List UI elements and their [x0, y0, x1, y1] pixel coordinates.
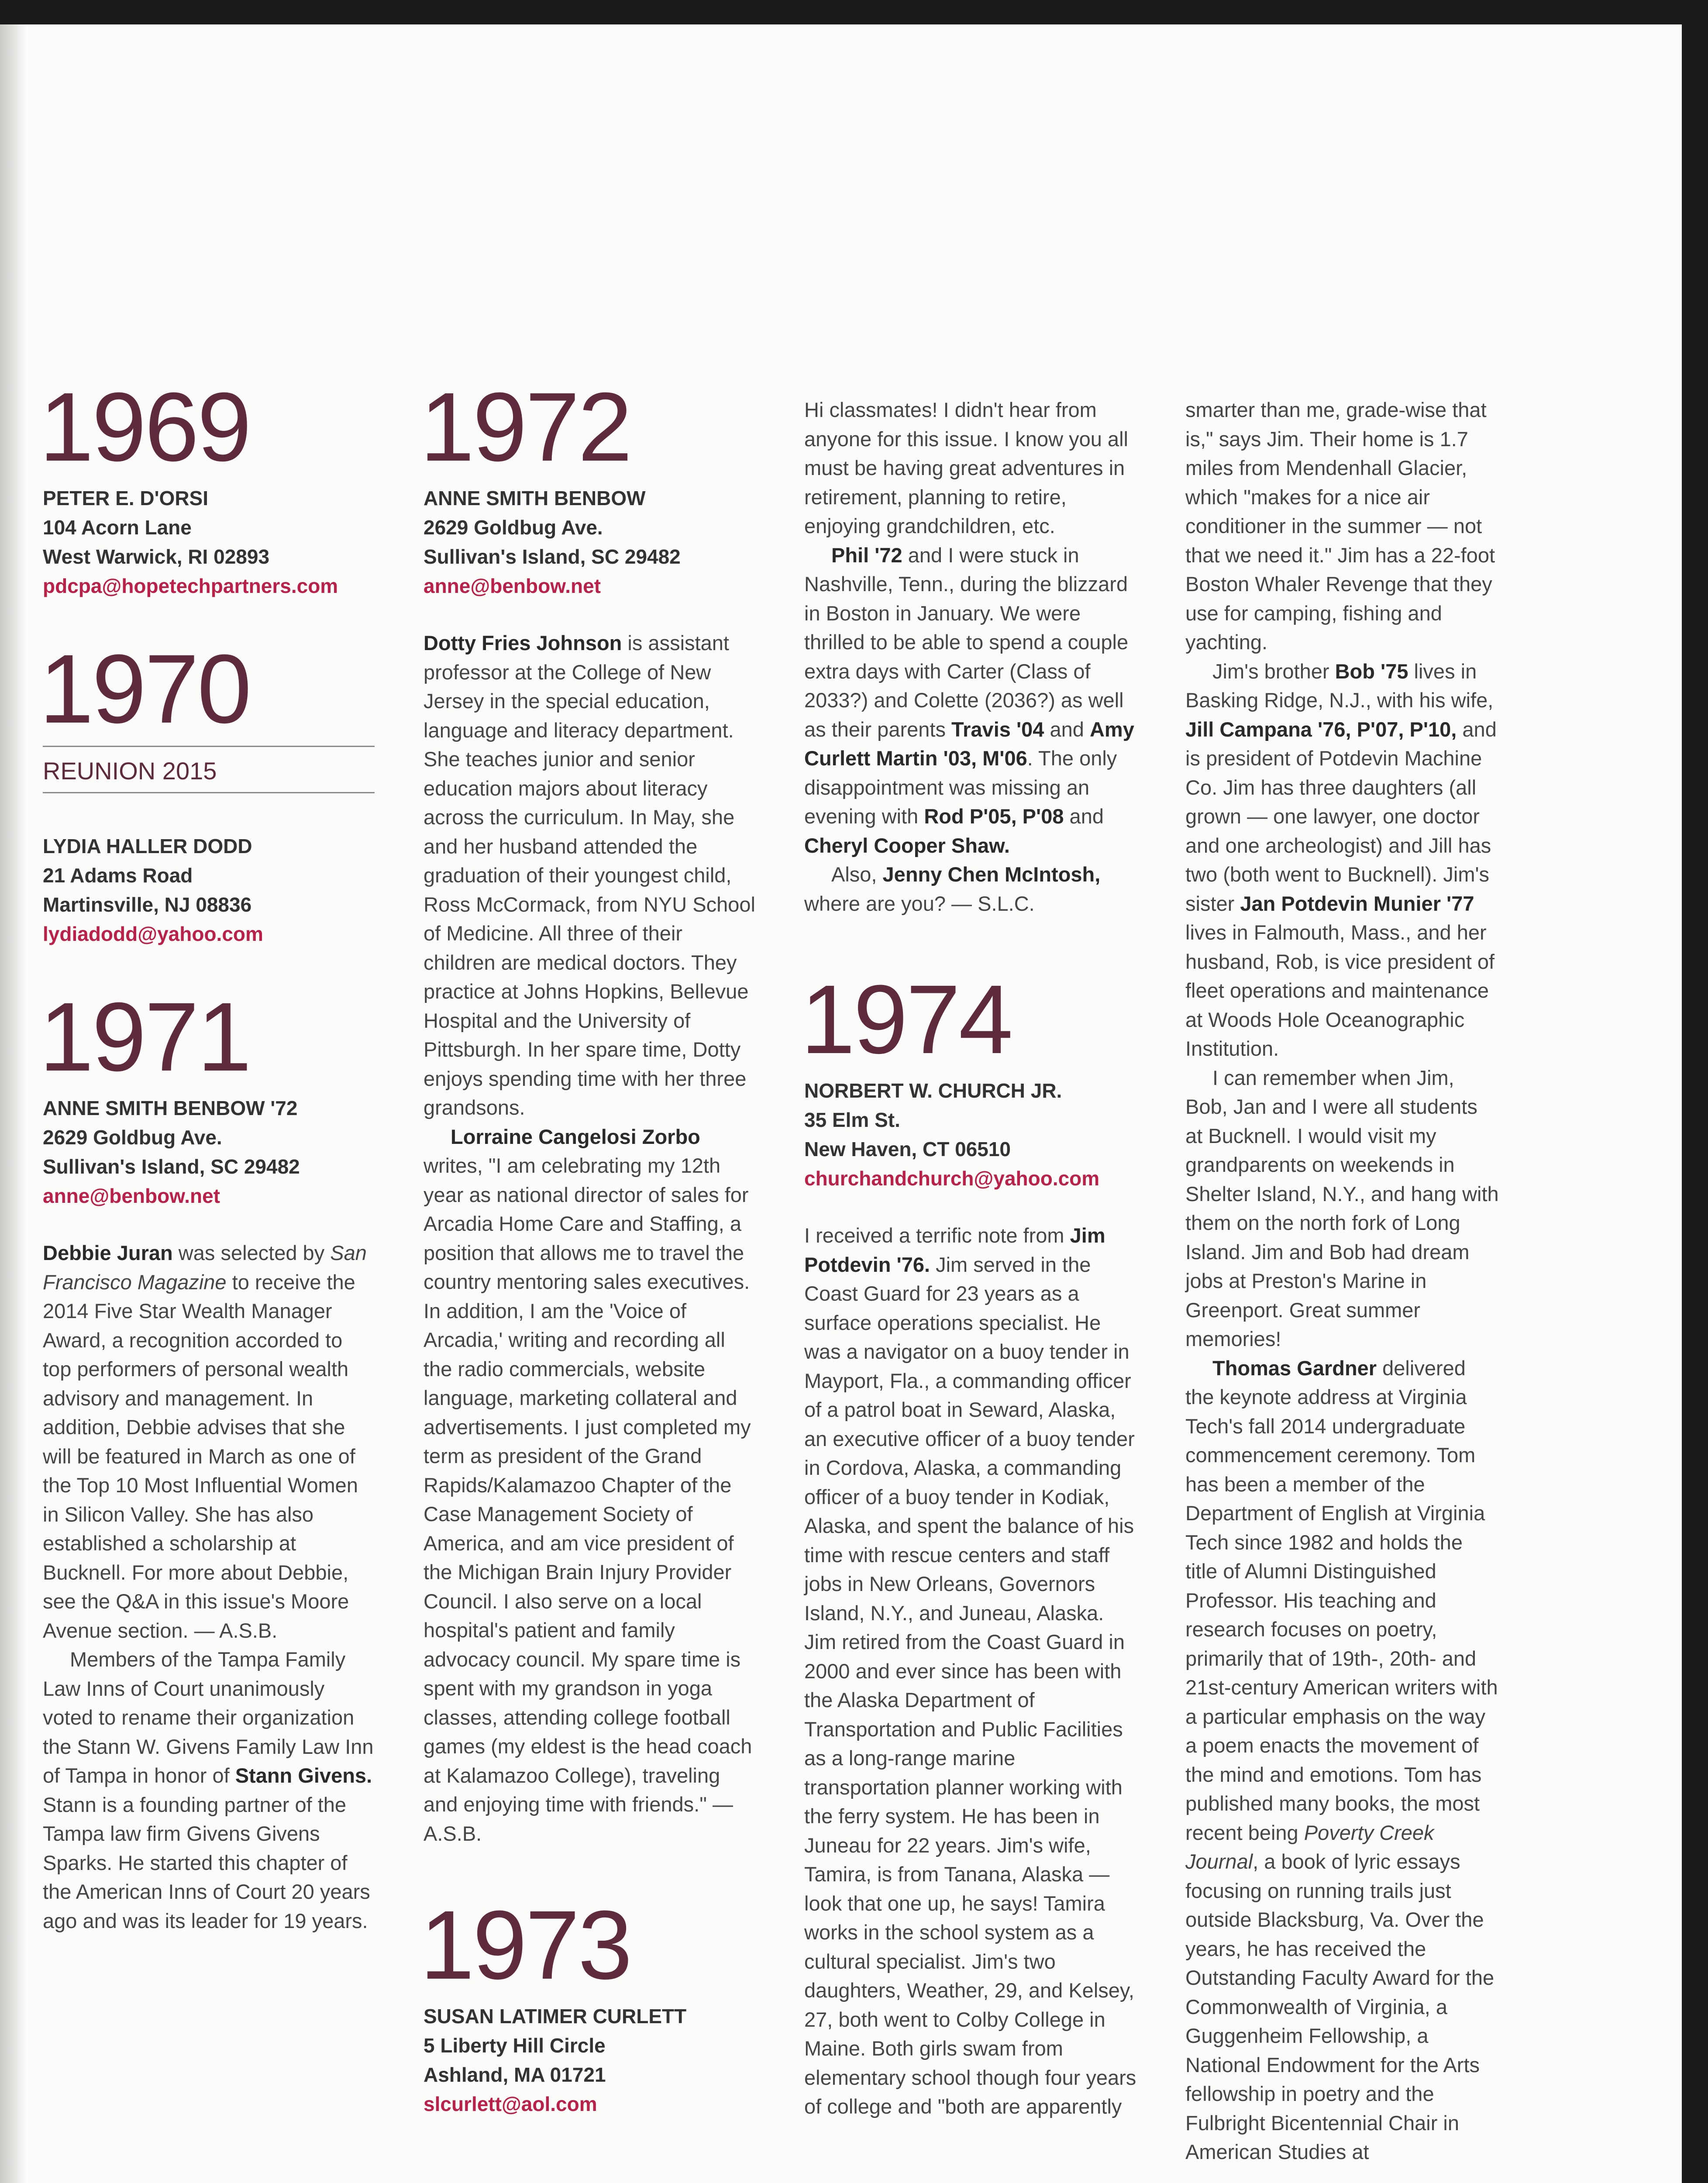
- class-notes-contact-1970: [43, 832, 375, 949]
- note-text: I can remember when Jim, Bob, Jan and I were all students at Bucknell. I would visit my grandparents on weekends in Shelter Island, N.Y., and hang with them on the north fork of Long Island. Jim and Bob had dream jobs at Preston's Marine in Greenport. Great summer memories!: [1185, 1066, 1499, 1350]
- note-text: where are you? — S.L.C.: [804, 892, 1035, 915]
- contact-city: Sullivan's Island, SC 29482: [424, 545, 681, 568]
- note-paragraph: [1185, 396, 1500, 657]
- contact-city: West Warwick, RI 02893: [43, 545, 270, 568]
- note-text: , a book of lyric essays focusing on running trails just outside Blacksburg, Va. Over the years, he has received the Outstanding Faculty Award for the Commonwealth of Virginia, a Guggenheim Fellowship, a National Endowment for the Arts fellowship in poetry and the Fulbright Bicentennial Chair in American Studies at: [1185, 1850, 1494, 2163]
- contact-email-link[interactable]: anne@benbow.net: [43, 1184, 220, 1207]
- class-1969: [39, 372, 375, 601]
- alumni-name: Cheryl Cooper Shaw.: [804, 833, 1010, 857]
- contact-email-link[interactable]: lydiadodd@yahoo.com: [43, 923, 263, 945]
- contact-email-link[interactable]: anne@benbow.net: [424, 575, 601, 597]
- note-paragraph: [804, 1221, 1140, 2121]
- note-text: I received a terrific note from: [804, 1224, 1070, 1247]
- note-text: Stann is a founding partner of the Tampa law firm Givens Givens Sparks. He started this chapter of the American Inns of Court 20 years ago and was its leader for 19 years.: [43, 1793, 370, 1932]
- note-text: and is president of Potdevin Machine Co. Jim has three daughters (all grown — one lawyer, one doctor and one archeologist) and Jill has two (both went to Bucknell). Jim's sister: [1185, 717, 1497, 915]
- alumni-name: Stann Givens.: [235, 1764, 372, 1787]
- contact-city: Ashland, MA 01721: [424, 2063, 606, 2086]
- book-title: Poverty Creek Journal: [1185, 1821, 1434, 1873]
- column-1: [39, 372, 375, 1935]
- class-notes-contact-1973: [424, 2002, 755, 2119]
- note-text: to receive the 2014 Five Star Wealth Manager Award, a recognition accorded to top performers of personal wealth advisory and management. In addition, Debbie advises that she will be featured in March as one of the Top 10 Most Influential Women in Silicon Valley. She has also established a scholarship at Bucknell. For more about Debbie, see the Q&A in this issue's Moore Avenue section. — A.S.B.: [43, 1270, 358, 1642]
- note-text: Hi classmates! I didn't hear from anyone for this issue. I know you all must be having great adventures in retirement, planning to retire, enjoying grandchildren, etc.: [804, 398, 1128, 537]
- contact-city: New Haven, CT 06510: [804, 1138, 1011, 1160]
- note-text: and: [1044, 717, 1090, 741]
- class-notes-contact-1974: [804, 1076, 1140, 1193]
- class-1974: [801, 965, 1140, 1193]
- contact-street: 2629 Goldbug Ave.: [424, 516, 603, 539]
- note-text: and: [1064, 805, 1104, 828]
- class-1972: [420, 372, 755, 601]
- contact-street: 35 Elm St.: [804, 1109, 900, 1131]
- note-paragraph: [804, 860, 1140, 918]
- alumni-name: Jim Potdevin '76.: [804, 1224, 1105, 1276]
- alumni-name: Thomas Gardner: [1212, 1356, 1377, 1380]
- contact-street: 21 Adams Road: [43, 864, 193, 887]
- alumni-name: Lorraine Cangelosi Zorbo: [451, 1125, 700, 1148]
- contact-name: PETER E. D'ORSI: [43, 487, 209, 510]
- note-text: smarter than me, grade-wise that is," says Jim. Their home is 1.7 miles from Mendenhall Glacier, which "makes for a nice air conditioner in the summer — not that we need it." Jim has a 22-foot Boston Whaler Revenge that they use for camping, fishing and yachting.: [1185, 398, 1495, 654]
- contact-city: Martinsville, NJ 08836: [43, 893, 252, 916]
- alumni-name: Jan Potdevin Munier '77: [1240, 892, 1474, 915]
- year-heading-1969: 1969: [39, 372, 250, 482]
- year-heading-1972: 1972: [420, 372, 631, 482]
- alumni-name: Travis '04: [951, 717, 1044, 741]
- contact-email-link[interactable]: slcurlett@aol.com: [424, 2093, 597, 2115]
- column-2: [420, 372, 755, 2158]
- publication-title: San Francisco Magazine: [43, 1241, 367, 1294]
- column-3: [801, 396, 1140, 2121]
- note-paragraph: [43, 1645, 375, 1935]
- note-text: was selected by: [172, 1241, 331, 1264]
- class-1970: [39, 634, 375, 949]
- note-paragraph: [1185, 1064, 1500, 1354]
- contact-street: 2629 Goldbug Ave.: [43, 1126, 222, 1149]
- note-paragraph: [424, 629, 755, 1122]
- class-1971: [39, 982, 375, 1211]
- note-text: Members of the Tampa Family Law Inns of Court unanimously voted to rename their organization the Stann W. Givens Family Law Inn of Tampa in honor of: [43, 1648, 374, 1787]
- year-heading-1974: 1974: [801, 965, 1012, 1074]
- year-heading-1970: 1970: [39, 634, 250, 744]
- alumni-name: Phil '72: [831, 543, 902, 567]
- contact-name: NORBERT W. CHURCH JR.: [804, 1079, 1062, 1102]
- class-notes-contact-1972: [424, 484, 755, 601]
- reunion-label: REUNION 2015: [43, 757, 217, 785]
- class-notes-contact-1971: [43, 1094, 375, 1211]
- reunion-banner: [43, 746, 375, 793]
- contact-street: 5 Liberty Hill Circle: [424, 2034, 606, 2057]
- year-heading-1973: 1973: [420, 1890, 631, 2000]
- note-text: lives in Falmouth, Mass., and her husband, Rob, is vice president of fleet operations and maintenance at Woods Hole Oceanographic Institution.: [1185, 921, 1495, 1060]
- alumni-name: Bob '75: [1335, 659, 1408, 683]
- contact-email-link[interactable]: churchandchurch@yahoo.com: [804, 1167, 1100, 1190]
- contact-name: LYDIA HALLER DODD: [43, 835, 252, 857]
- year-heading-1971: 1971: [39, 982, 250, 1092]
- note-paragraph: [1185, 657, 1500, 1064]
- alumni-name: Amy Curlett Martin '03, M'06: [804, 717, 1134, 770]
- note-paragraph: [1185, 1354, 1500, 2167]
- contact-name: ANNE SMITH BENBOW '72: [43, 1097, 298, 1119]
- binding-shadow: [0, 24, 26, 2183]
- class-1973: [420, 1890, 755, 2119]
- note-text: Jim served in the Coast Guard for 23 years as a surface operations specialist. He was a navigator on a buoy tender in Mayport, Fla., a commanding officer of a patrol boat in Seward, Alaska, an executive officer of a buoy tender in Cordova, Alaska, a commanding officer of a buoy tender in Kodiak, Alaska, and spent the balance of his time with rescue centers and staff jobs in New Orleans, Governors Island, N.Y., and Juneau, Alaska. Jim retired from the Coast Guard in 2000 and ever since has been with the Alaska Department of Transportation and Public Facilities as a long-range marine transportation planner working with the ferry system. He has been in Juneau for 22 years. Jim's wife, Tamira, is from Tanana, Alaska — look that one up, he says! Tamira works in the school system as a cultural specialist. Jim's two daughters, Weather, 29, and Kelsey, 27, both went to Colby College in Maine. Both girls swam from elementary school though four years of college and "both are apparently: [804, 1253, 1136, 2118]
- note-text: Also,: [831, 863, 883, 886]
- note-text: delivered the keynote address at Virginia Tech's fall 2014 undergraduate commencement ceremony. Tom has been a member of the Department of English at Virginia Tech since 1982 and holds the title of Alumni Distinguished Professor. His teaching and research focuses on poetry, primarily that of 19th-, 20th- and 21st-century American writers with a particular emphasis on the way a poem enacts the movement of the mind and emotions. Tom has published many books, the most recent being: [1185, 1356, 1498, 1844]
- contact-name: SUSAN LATIMER CURLETT: [424, 2005, 687, 2028]
- note-text: and I were stuck in Nashville, Tenn., during the blizzard in Boston in January. We were thrilled to be able to spend a couple extra days with Carter (Class of 2033?) and Colette (2036?) as well as their parents: [804, 543, 1129, 741]
- column-4: [1185, 396, 1500, 2167]
- contact-street: 104 Acorn Lane: [43, 516, 192, 539]
- note-text: Jim's brother: [1212, 659, 1335, 683]
- alumni-name: Rod P'05, P'08: [924, 805, 1064, 828]
- contact-name: ANNE SMITH BENBOW: [424, 487, 646, 510]
- contact-city: Sullivan's Island, SC 29482: [43, 1155, 300, 1178]
- alumni-name: Jill Campana '76, P'07, P'10,: [1185, 717, 1457, 741]
- note-text: lives in Basking Ridge, N.J., with his wife,: [1185, 659, 1494, 712]
- note-text: writes, "I am celebrating my 12th year as national director of sales for Arcadia Home Care and Staffing, a position that allows me to travel the country mentoring sales executives. In addition, I am the 'Voice of Arcadia,' writing and recording all the radio commercials, website language, marketing collateral and advertisements. I just completed my term as president of the Grand Rapids/Kalamazoo Chapter of the Case Management Society of America, and am vice president of the Michigan Brain Injury Provider Council. I also serve on a local hospital's patient and family advocacy council. My spare time is spent with my grandson in yoga classes, attending college football games (my eldest is the head coach at Kalamazoo College), traveling and enjoying time with friends." — A.S.B.: [424, 1154, 752, 1845]
- note-text: is assistant professor at the College of New Jersey in the special education, language and literacy department. She teaches junior and senior education majors about literacy across the curriculum. In May, she and her husband attended the graduation of their youngest child, Ross McCormack, from NYU School of Medicine. All three of their children are medical doctors. They practice at Johns Hopkins, Bellevue Hospital and the University of Pittsburgh. In her spare time, Dotty enjoys spending time with her three grandsons.: [424, 631, 755, 1119]
- note-paragraph: [804, 541, 1140, 861]
- magazine-page: [0, 24, 1682, 2183]
- note-text: . The only disappointment was missing an evening with: [804, 747, 1117, 828]
- alumni-name: Dotty Fries Johnson: [424, 631, 622, 654]
- alumni-name: Jenny Chen McIntosh,: [882, 863, 1101, 886]
- contact-email-link[interactable]: pdcpa@hopetechpartners.com: [43, 575, 338, 597]
- note-paragraph: [804, 396, 1140, 541]
- note-paragraph: [424, 1122, 755, 1849]
- alumni-name: Debbie Juran: [43, 1241, 173, 1264]
- class-notes-contact-1969: [43, 484, 375, 601]
- note-paragraph: [43, 1239, 375, 1645]
